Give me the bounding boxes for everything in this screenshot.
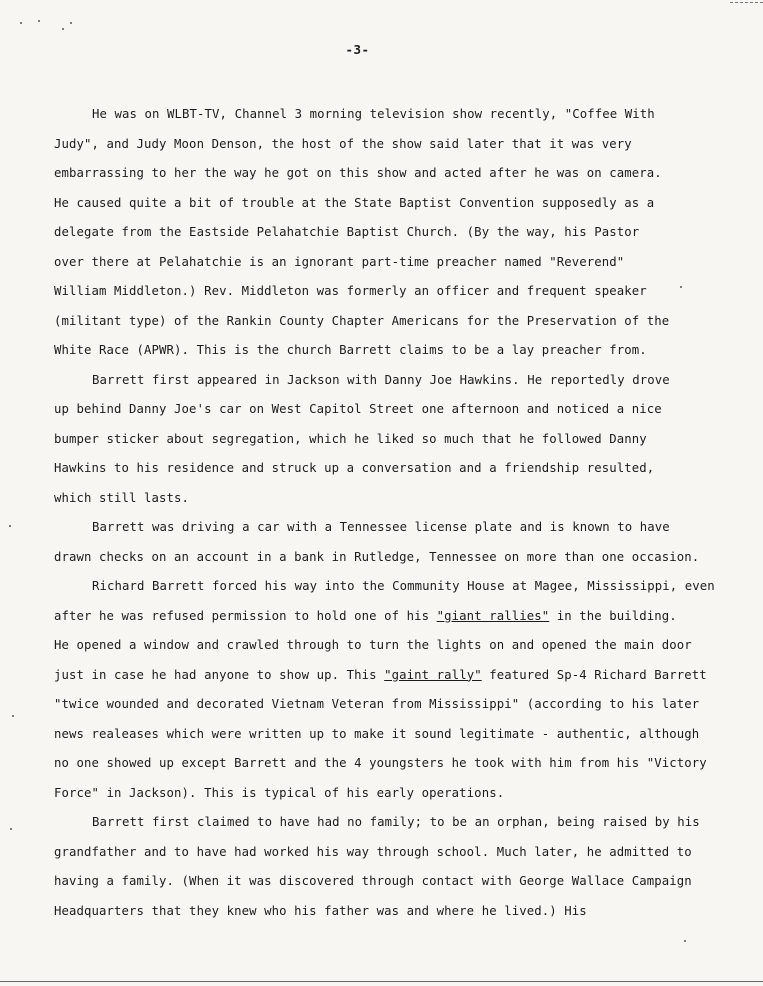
text-line: news realeases which were written up to make it sound legitimate - authentic, although <box>54 726 700 741</box>
scan-artifact <box>730 2 763 3</box>
text-line: Barrett was driving a car with a Tennessee license plate and is known to have <box>92 520 670 534</box>
page-number: -3- <box>345 42 370 57</box>
text-line: no one showed up except Barrett and the 4 youngsters he took with him from his "Victory <box>54 756 707 770</box>
text-line: Richard Barrett forced his way into the Community House at Magee, Mississippi, even <box>92 579 715 593</box>
scan-speck <box>9 525 11 527</box>
text-line: He opened a window and crawled through to turn the lights on and opened the main door <box>54 638 692 652</box>
text-line: embarrassing to her the way he got on this show and acted after he was on camera. <box>54 166 662 180</box>
bottom-edge-line <box>0 981 763 982</box>
text-segment: featured Sp-4 Richard Barrett <box>481 667 707 682</box>
text-segment: after he was refused permission to hold one of his <box>54 608 437 623</box>
underlined-phrase: "giant rallies" <box>436 608 550 623</box>
scan-speck <box>70 22 72 24</box>
text-line: "twice wounded and decorated Vietnam Veteran from Mississippi" (according to his later <box>54 697 700 711</box>
text-line: having a family. (When it was discovered through contact with George Wallace Campaign <box>54 874 692 888</box>
text-line: bumper sticker about segregation, which he liked so much that he followed Danny <box>54 431 647 446</box>
text-line: over there at Pelahatchie is an ignorant part-time preacher named "Reverend" <box>54 254 625 269</box>
scan-speck <box>10 828 12 830</box>
scan-speck <box>38 20 40 22</box>
text-line <box>54 661 724 691</box>
text-line: Judy", and Judy Moon Denson, the host of the show said later that it was very <box>54 136 632 151</box>
text-line: William Middleton.) Rev. Middleton was formerly an officer and frequent speaker <box>54 284 647 298</box>
text-line: which still lasts. <box>54 490 190 505</box>
text-segment: in the building. <box>549 608 677 623</box>
text-line: White Race (APWR). This is the church Barrett claims to be a lay preacher from. <box>54 343 647 357</box>
text-line: He was on WLBT-TV, Channel 3 morning television show recently, "Coffee With <box>92 107 655 121</box>
text-line: delegate from the Eastside Pelahatchie Baptist Church. (By the way, his Pastor <box>54 225 640 239</box>
scan-speck <box>684 940 686 942</box>
scan-speck <box>62 28 64 30</box>
text-line <box>54 602 724 632</box>
text-line: Headquarters that they knew who his father was and where he lived.) His <box>54 903 587 918</box>
text-line: drawn checks on an account in a bank in Rutledge, Tennessee on more than one occasion. <box>54 549 700 564</box>
body-text <box>54 100 724 926</box>
scan-speck <box>20 22 22 24</box>
text-line: up behind Danny Joe's car on West Capitol Street one afternoon and noticed a nice <box>54 402 662 416</box>
scan-speck <box>12 715 14 717</box>
underlined-phrase: "gaint rally" <box>384 667 482 682</box>
text-line: grandfather and to have had worked his way through school. Much later, he admitted to <box>54 844 692 859</box>
text-line: Hawkins to his residence and struck up a conversation and a friendship resulted, <box>54 461 655 475</box>
text-line: Barrett first claimed to have had no family; to be an orphan, being raised by his <box>92 815 700 829</box>
text-line: Force" in Jackson). This is typical of his early operations. <box>54 785 505 800</box>
text-line: (militant type) of the Rankin County Chapter Americans for the Preservation of the <box>54 313 670 328</box>
text-segment: just in case he had anyone to show up. This <box>54 667 385 682</box>
text-line: Barrett first appeared in Jackson with Danny Joe Hawkins. He reportedly drove <box>92 372 670 387</box>
text-line: He caused quite a bit of trouble at the State Baptist Convention supposedly as a <box>54 195 655 210</box>
